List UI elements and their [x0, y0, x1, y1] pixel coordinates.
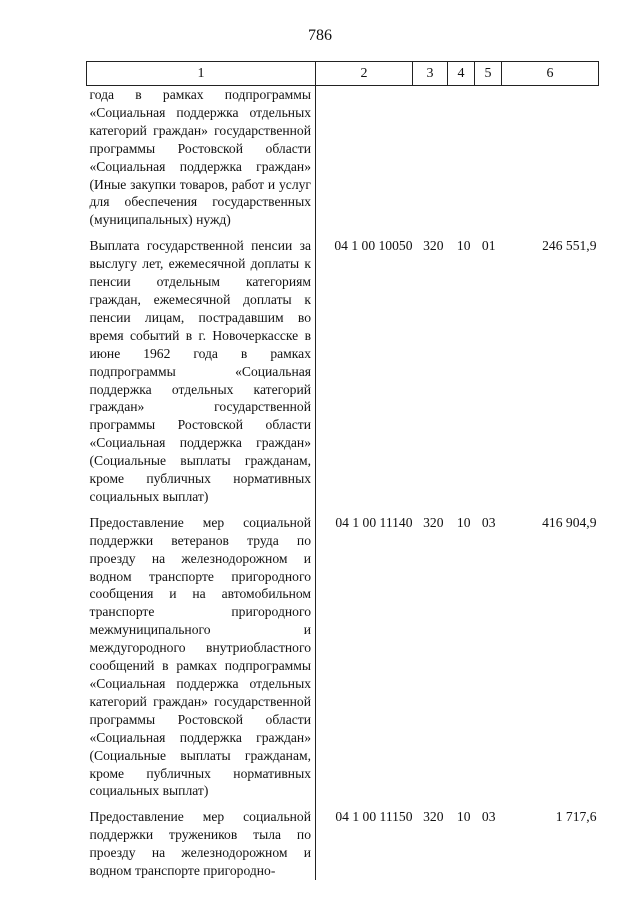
row-target-code: 04 1 00 11140: [335, 514, 413, 530]
column-header-5: 5: [475, 62, 502, 86]
row-section: 10: [456, 514, 471, 530]
row-spacer: [87, 800, 599, 808]
table-row: [87, 237, 599, 506]
row-expense-type: [413, 86, 448, 230]
row-subsection: 01: [481, 238, 496, 254]
row-section: 10: [456, 809, 471, 825]
row-target-code: [316, 86, 413, 230]
table-row: [87, 514, 599, 801]
row-amount: 246 551,9: [542, 238, 597, 254]
row-subsection: 03: [481, 514, 496, 530]
row-amount: [502, 86, 599, 230]
row-amount: 416 904,9: [542, 514, 597, 530]
row-subsection: 03: [481, 809, 496, 825]
row-spacer: [87, 506, 599, 514]
row-expense-type: 320: [423, 809, 444, 825]
column-header-6: 6: [502, 62, 599, 86]
column-header-1: 1: [87, 62, 316, 86]
table-row: [87, 86, 599, 230]
row-description: Предоставление мер социальной поддержки тружеников тыла по проезду на железнодорожном и водном транспорте пригородно-: [87, 808, 316, 880]
row-amount: 1 717,6: [555, 809, 597, 825]
row-description: года в рамках подпрограммы «Социальная поддержка отдельных категорий граждан» государственной программы Ростовской области «Социальная поддержка граждан» (Иные закупки товаров, работ и услуг для обеспечения государственных (муниципальных) нужд): [87, 86, 316, 230]
row-target-code: 04 1 00 11150: [335, 809, 413, 825]
page-number: 786: [308, 27, 332, 44]
row-target-code: 04 1 00 10050: [334, 238, 413, 254]
table-header: [87, 62, 599, 86]
column-header-3: 3: [413, 62, 448, 86]
row-spacer: [87, 229, 599, 237]
row-expense-type: 320: [423, 238, 444, 254]
row-section: 10: [456, 238, 471, 254]
column-header-4: 4: [448, 62, 475, 86]
row-description: Предоставление мер социальной поддержки ветеранов труда по проезду на железнодорожном и водном транспорте пригородного сообщения и на автомобильном транспорте пригородного межмуниципального и междугородного внутриобластного сообщений в рамках подпрограммы «Социальная поддержка отдельных категорий граждан» государственной программы Ростовской области «Социальная поддержка граждан» (Социальные выплаты гражданам, кроме публичных нормативных социальных выплат): [87, 514, 316, 801]
row-expense-type: 320: [423, 514, 444, 530]
row-section: [448, 86, 475, 230]
table-body: [87, 86, 599, 880]
budget-table: [86, 61, 599, 880]
column-header-2: 2: [316, 62, 413, 86]
table-row: [87, 808, 599, 880]
row-subsection: [475, 86, 502, 230]
row-description: Выплата государственной пенсии за выслугу лет, ежемесячной доплаты к пенсии отдельным категориям граждан, ежемесячной доплаты к пенсии лицам, пострадавшим во время событий в г. Новочеркасске в июне 1962 года в рамках подпрограммы «Социальная поддержка отдельных категорий граждан» государственной программы Ростовской области «Социальная поддержка граждан» (Социальные выплаты гражданам, кроме публичных нормативных социальных выплат): [87, 237, 316, 506]
header-row: [87, 62, 599, 86]
